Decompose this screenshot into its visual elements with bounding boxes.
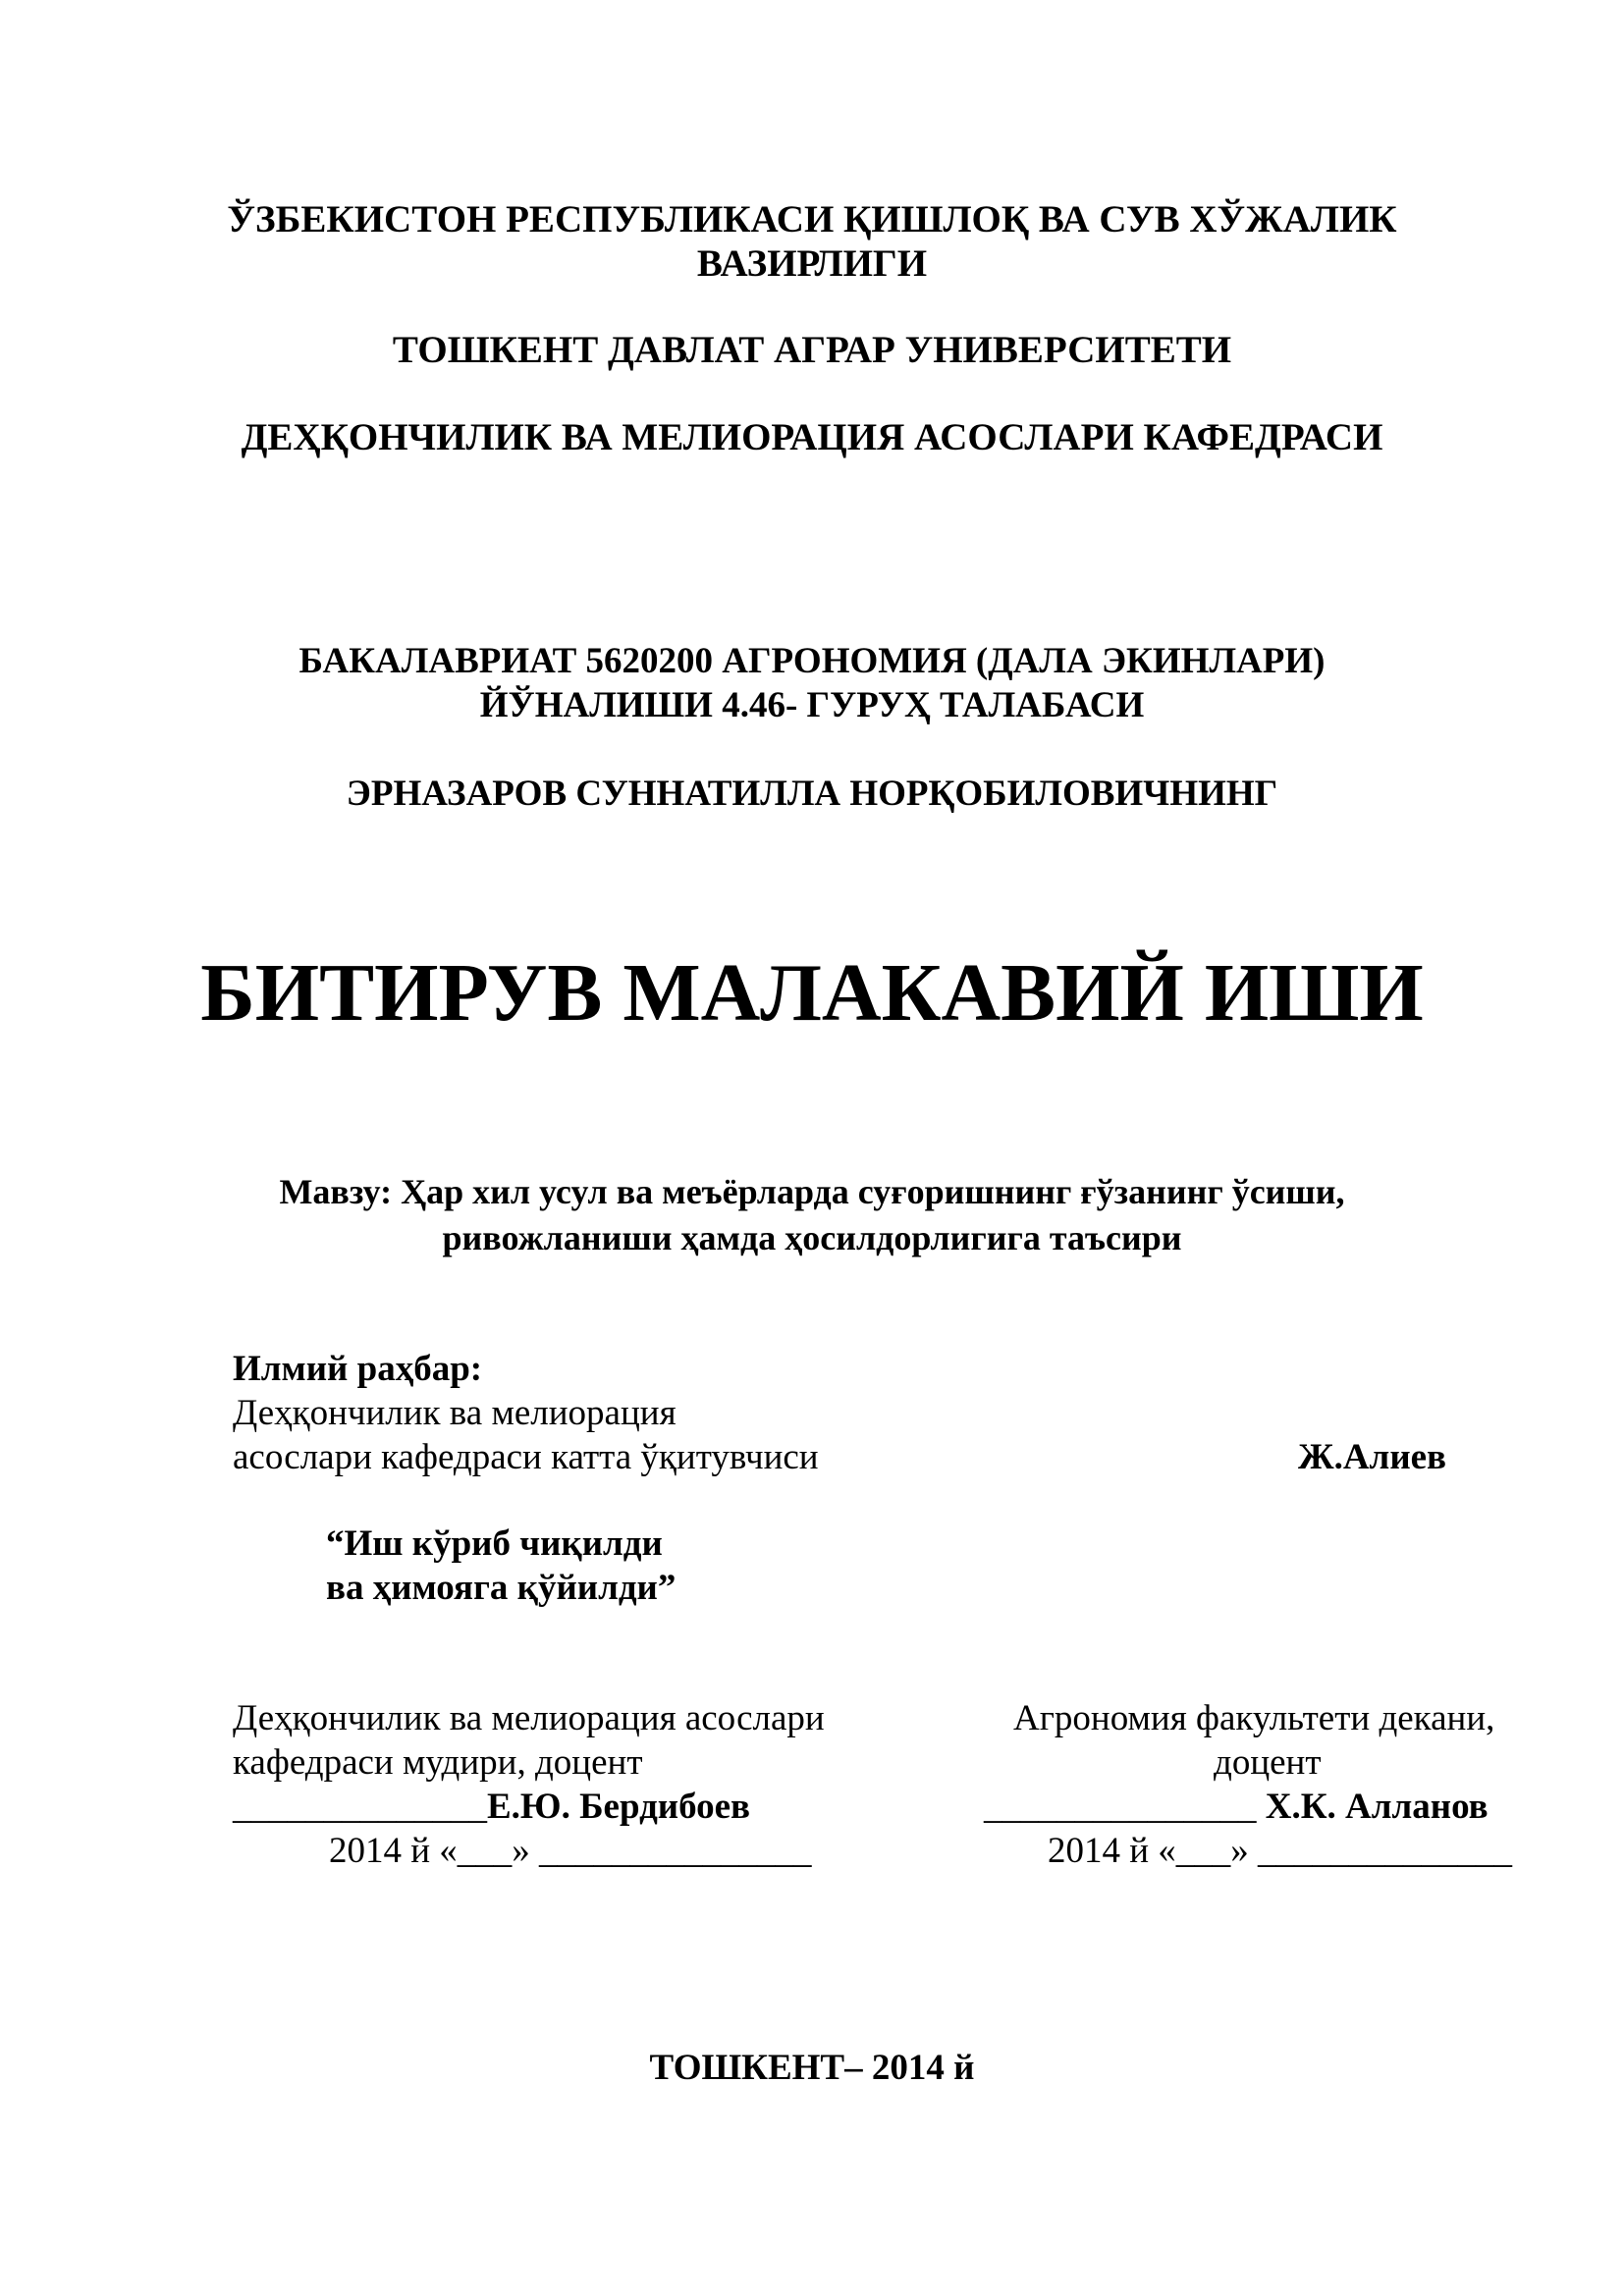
ministry-line-1: ЎЗБЕКИСТОН РЕСПУБЛИКАСИ ҚИШЛОҚ ВА СУВ ХЎЖАЛИК <box>227 198 1397 240</box>
supervisor-name: Ж.Алиев <box>1298 1437 1447 1477</box>
review-note-line-1: “Иш кўриб чиқилди <box>326 1523 663 1564</box>
dean-name: Х.К. Алланов <box>1265 1787 1489 1827</box>
signature-line: _______________ <box>984 1787 1257 1827</box>
head-of-department-name: Е.Ю. Бердибоев <box>487 1787 751 1827</box>
dean-date: 2014 й «___» ______________ <box>1048 1831 1513 1871</box>
work-title: БИТИРУВ МАЛАКАВИЙ ИШИ <box>200 947 1424 1039</box>
head-of-department-line-1: Деҳқончилик ва мелиорация асослари <box>233 1698 825 1738</box>
signature-line: ______________ <box>233 1787 487 1827</box>
dean-line-2: доцент <box>1214 1742 1322 1783</box>
supervisor-heading: Илмий раҳбар: <box>233 1349 483 1389</box>
city-year: ТОШКЕНТ– 2014 й <box>649 2048 975 2088</box>
student-name: ЭРНАЗАРОВ СУННАТИЛЛА НОРҚОБИЛОВИЧНИНГ <box>346 774 1278 814</box>
head-of-department-line-2: кафедраси мудири, доцент <box>233 1742 643 1783</box>
ministry-line-2: ВАЗИРЛИГИ <box>696 242 928 285</box>
student-program-line-2: ЙЎНАЛИШИ 4.46- ГУРУҲ ТАЛАБАСИ <box>479 685 1145 725</box>
topic-line-1: Мавзу: Ҳар хил усул ва меъёрларда суғоришнинг ғўзанинг ўсиши, <box>279 1172 1345 1211</box>
topic-line-2: ривожланиши ҳамда ҳосилдорлигига таъсири <box>442 1218 1182 1257</box>
supervisor-position-line-1: Деҳқончилик ва мелиорация <box>233 1393 677 1433</box>
department-name: ДЕҲҚОНЧИЛИК ВА МЕЛИОРАЦИЯ АСОСЛАРИ КАФЕДРАСИ <box>241 416 1383 458</box>
university-name: ТОШКЕНТ ДАВЛАТ АГРАР УНИВЕРСИТЕТИ <box>392 329 1232 371</box>
review-note-line-2: ва ҳимояга қўйилди” <box>326 1568 677 1608</box>
dean-signature <box>984 1785 1489 1830</box>
dean-line-1: Агрономия факультети декани, <box>1013 1698 1495 1738</box>
head-of-department-date: 2014 й «___» _______________ <box>329 1831 812 1871</box>
student-program-line-1: БАКАЛАВРИАТ 5620200 АГРОНОМИЯ (ДАЛА ЭКИНЛАРИ) <box>298 641 1326 681</box>
head-of-department-signature <box>233 1785 750 1830</box>
supervisor-position-line-2: асослари кафедраси катта ўқитувчиси <box>233 1437 819 1477</box>
